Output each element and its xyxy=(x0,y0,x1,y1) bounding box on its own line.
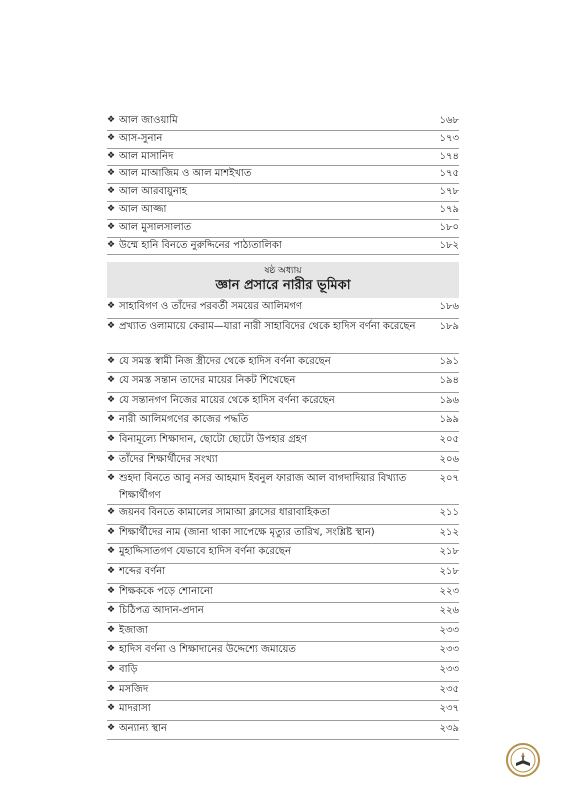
diamond-bullet-icon: ❖ xyxy=(107,115,116,125)
diamond-bullet-icon: ❖ xyxy=(107,644,116,655)
toc-entry-title: শব্দের বর্ণনা xyxy=(119,566,166,577)
toc-entry-page-number: ২১১ xyxy=(439,507,459,519)
toc-entry xyxy=(107,583,459,604)
toc-entry xyxy=(107,720,459,741)
chapter-title: জ্ঞান প্রসারে নারীর ভূমিকা xyxy=(215,278,351,293)
toc-entry xyxy=(107,681,459,702)
diamond-bullet-icon: ❖ xyxy=(107,150,116,161)
diamond-bullet-icon: ❖ xyxy=(107,546,116,557)
diamond-bullet-icon: ❖ xyxy=(107,221,116,232)
diamond-bullet-icon: ❖ xyxy=(107,473,116,484)
toc-entry-title: আল মুসালসালাত xyxy=(119,221,192,233)
toc-entry xyxy=(107,298,459,319)
toc-entry-page-number: ২২৩ xyxy=(439,585,459,597)
toc-entry-title: প্রখ্যাত ওলামায়ে কেরাম—যারা নারী সাহাবিদের থেকে হাদিস বর্ণনা করেছেন xyxy=(119,320,416,332)
toc-entry-title: আল আরবায়ুনাহ xyxy=(119,186,187,198)
toc-entry-title: তাঁদের শিক্ষার্থীদের সংখ্যা xyxy=(119,453,218,465)
toc-entry-title: চিঠিপত্র আদান-প্রদান xyxy=(119,605,204,617)
publisher-logo-icon xyxy=(506,743,540,777)
toc-entry-title: হাদিস বর্ণনা ও শিক্ষাদানের উদ্দেশ্যে জমায়েত xyxy=(119,644,296,656)
toc-entry-page-number: ১৭৪ xyxy=(439,150,459,162)
toc-entry xyxy=(107,641,459,662)
diamond-bullet-icon: ❖ xyxy=(107,624,116,635)
toc-entry xyxy=(107,183,459,202)
diamond-bullet-icon: ❖ xyxy=(107,434,116,444)
toc-entry-title: নারী আলিমগণের কাজের পদ্ধতি xyxy=(119,414,249,426)
diamond-bullet-icon: ❖ xyxy=(107,301,116,311)
toc-entry xyxy=(107,700,459,721)
toc-entry-page-number: ২০৫ xyxy=(439,434,459,445)
toc-entry-title: ইজাজা xyxy=(119,624,148,636)
toc-entry-page-number: ২৩৩ xyxy=(439,624,459,636)
diamond-bullet-icon: ❖ xyxy=(107,239,116,250)
toc-entry-page-number: ২৩৩ xyxy=(439,664,459,675)
toc-entry xyxy=(107,451,459,472)
diamond-bullet-icon: ❖ xyxy=(107,132,116,143)
diamond-bullet-icon: ❖ xyxy=(107,414,116,425)
toc-entry-title: অন্যান্য স্থান xyxy=(119,722,167,734)
toc-entry-page-number: ২১২ xyxy=(439,526,459,538)
toc-entry-title: আল জাওয়ামি xyxy=(119,115,178,126)
toc-entry xyxy=(107,353,459,374)
toc-entry-page-number: ১৯১ xyxy=(439,355,459,367)
toc-entry xyxy=(107,470,459,505)
diamond-bullet-icon: ❖ xyxy=(107,204,116,214)
diamond-bullet-icon: ❖ xyxy=(107,566,116,576)
toc-entry-page-number: ২১৮ xyxy=(439,566,459,577)
toc-entry-title: যে সমস্ত স্বামী নিজ স্ত্রীদের থেকে হাদিস বর্ণনা করেছেন xyxy=(119,355,331,367)
toc-entry xyxy=(107,112,459,131)
chapter-number: ষষ্ঠ অধ্যায় xyxy=(264,266,302,276)
toc-entry-title: যে সমস্ত সন্তান তাদের মায়ের নিকট শিখেছেন xyxy=(119,375,296,387)
toc-entry-title: আল মাআজিম ও আল মাশইখাত xyxy=(119,168,252,180)
toc-entry xyxy=(107,148,459,167)
toc-entry-page-number: ১৭৫ xyxy=(439,168,459,180)
toc-entry xyxy=(107,130,459,149)
diamond-bullet-icon: ❖ xyxy=(107,320,116,331)
toc-entry-title: জয়নব বিনতে কামালের সামাআ ক্লাসের ধারাবাহিকতা xyxy=(119,507,330,519)
toc-entry-title: আল আজ্জা xyxy=(119,204,167,215)
toc-entry-page-number: ১৬৮ xyxy=(439,115,459,126)
diamond-bullet-icon: ❖ xyxy=(107,585,116,596)
toc-entry xyxy=(107,524,459,545)
toc-entry-title: সাহাবিগণ ও তাঁদের পরবর্তী সময়ের আলিমগণ xyxy=(119,301,303,312)
diamond-bullet-icon: ❖ xyxy=(107,355,116,366)
diamond-bullet-icon: ❖ xyxy=(107,664,116,674)
diamond-bullet-icon: ❖ xyxy=(107,683,116,694)
toc-entry-page-number: ২৩৩ xyxy=(439,644,459,656)
toc-entry xyxy=(107,219,459,238)
toc-entry-title: আল মাসানিদ xyxy=(119,150,174,162)
diamond-bullet-icon: ❖ xyxy=(107,703,116,714)
toc-entry xyxy=(107,237,459,256)
toc-entry-title: বিনামূল্যে শিক্ষাদান, ছোটো ছোটো উপহার গ্রহণ xyxy=(119,434,307,445)
toc-entry-page-number: ১৯৯ xyxy=(439,414,459,426)
toc-entry-title: শুহদা বিনতে আবু নসর আহমাদ ইবনুল ফারাজ আল বাগদাদিয়ার বিখ্যাত শিক্ষার্থীগণ xyxy=(119,473,407,502)
diamond-bullet-icon: ❖ xyxy=(107,375,116,386)
toc-entry-page-number: ২১৮ xyxy=(439,546,459,558)
toc-entry xyxy=(107,201,459,220)
toc-entry-title: যে সন্তানগণ নিজের মায়ের থেকে হাদিস বর্ণনা করেছেন xyxy=(119,394,335,406)
toc-entry-page-number: ১৭৮ xyxy=(439,186,459,198)
toc-entry xyxy=(107,431,459,452)
toc-entry-page-number: ১৭৯ xyxy=(439,204,459,215)
toc-entry-title: মাদরাসা xyxy=(119,703,151,715)
toc-entry-page-number: ২৩৭ xyxy=(439,703,459,715)
toc-entry xyxy=(107,543,459,564)
diamond-bullet-icon: ❖ xyxy=(107,394,116,405)
toc-entry-page-number: ১৮০ xyxy=(439,221,459,233)
diamond-bullet-icon: ❖ xyxy=(107,168,116,179)
toc-entry xyxy=(107,504,459,525)
toc-entry-title: উম্মে হানি বিনতে নুরুদ্দিনের পাঠ্যতালিকা xyxy=(119,239,282,251)
toc-entry xyxy=(107,622,459,643)
toc-entry-page-number: ২২৬ xyxy=(439,605,459,617)
toc-entry-page-number: ২৩৯ xyxy=(439,722,459,734)
toc-entry-page-number: ২০৬ xyxy=(439,453,459,465)
toc-entry-title: আস-সুনান xyxy=(119,132,163,144)
toc-entry xyxy=(107,563,459,584)
diamond-bullet-icon: ❖ xyxy=(107,722,116,733)
toc-entry-page-number: ২৩৫ xyxy=(439,683,459,695)
toc-entry-title: মসজিদ xyxy=(119,683,149,695)
toc-entry xyxy=(107,392,459,413)
toc-entry-page-number: ১৯৪ xyxy=(439,375,459,387)
diamond-bullet-icon: ❖ xyxy=(107,605,116,616)
toc-entry xyxy=(107,318,459,354)
diamond-bullet-icon: ❖ xyxy=(107,507,116,518)
diamond-bullet-icon: ❖ xyxy=(107,186,116,197)
chapter-heading xyxy=(107,262,459,298)
toc-entry-page-number: ১৭৩ xyxy=(439,132,459,144)
toc-entry-title: শিক্ষককে পড়ে শোনানো xyxy=(119,585,213,597)
toc-entry-page-number: ১৯৬ xyxy=(439,394,459,406)
toc-entry-title: শিক্ষার্থীদের নাম (জানা থাকা সাপেক্ষে মৃত্যুর তারিখ, সংশ্লিষ্ট স্থান) xyxy=(119,526,375,538)
toc-entry xyxy=(107,372,459,393)
toc-entry-title: মুহাদ্দিসাতগণ যেভাবে হাদিস বর্ণনা করেছেন xyxy=(119,546,291,558)
toc-entry-page-number: ১৮৯ xyxy=(439,320,459,332)
toc-entry-page-number: ১৮৬ xyxy=(439,301,459,312)
toc-entry xyxy=(107,411,459,432)
toc-entry xyxy=(107,661,459,682)
diamond-bullet-icon: ❖ xyxy=(107,526,116,537)
toc-entry xyxy=(107,165,459,184)
toc-entry-title: বাড়ি xyxy=(119,664,138,675)
toc-entry-page-number: ২০৭ xyxy=(439,473,459,485)
diamond-bullet-icon: ❖ xyxy=(107,453,116,464)
toc-entry xyxy=(107,602,459,623)
toc-entry-page-number: ১৮২ xyxy=(439,239,459,251)
